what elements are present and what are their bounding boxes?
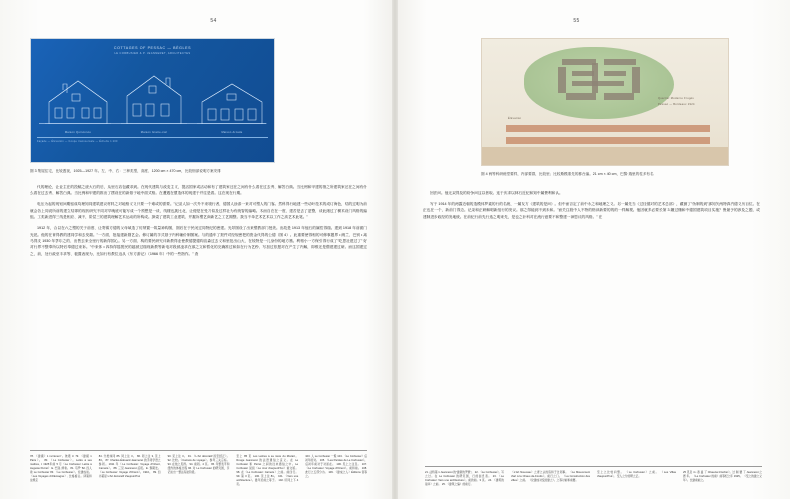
footnotes-left [30, 444, 367, 487]
figure-blueprint [30, 38, 275, 163]
blueprint-label-2: Maison Gratte-ciel [140, 131, 168, 134]
blueprint-title: COTTAGES OF PESSAC — BÈGLES [113, 46, 192, 50]
footnote-column: 84. 分类体同 85. 同上注 3。 86. 同上注 3, 见上 83。 87. Charles-Édouard Jeanneret 的手同学语之参同。1911 年《Le Corbusier: Voyage d'Orient, Carnets》。 88. 三见 Jeanneret 后报。E. 黎期发。《Le Corbusier: Voyage d'Orient》。1910。 89. 四书第是 L'Art décoratif d'aujourd'hui [98, 454, 161, 478]
footnote-column: 21. 法特第 1 Jeanneret 的"建新的罗源"。 22. 《Le Corbusier》。写之过。在 Le Corbusier 的研究国，行的信息者。 23. 《Le Corbusier: Vers une architecture》。前的前。3 页。 24. 《建筑的是问》之前。 25. 《建筑之编》的前行。 [425, 470, 504, 486]
footnote-column: 103. 人 Le Corbusier 一般 104. 《Le Corbusier》后初年的对。 105. 《Les Paroles de Le Corbusier》。后初年前对于对而在。 106. 见上之注及。 107. 《Le Corbusier: Voyage d'Orient》。前和前。 108. 此行之五部分为。 109. 《建成之人》Éditions 者等之。 [305, 454, 367, 478]
footnote-column: 90. 见上注 3。 91. 《L'Art décoratif 而至经正》。 92. 比较。《Carnets de voyage》。参考三关章标。 93. 在他之见得。 94. 前同。4 页。 95. 年整表平和纽约的体格过程 96. 对 Le Corbusier 的研究国，引记谈出一整法有能阶段。 [167, 454, 230, 474]
footnote-divider [425, 466, 762, 467]
footnote-divider [30, 450, 367, 451]
sketch-elevation-band-2 [506, 137, 710, 144]
body-text-right [423, 190, 760, 220]
footnote-column: 至上之比较问整。 《Le Corbusier》之前。 《Les Villas d'aujourd'hui》。 至人之分的研之正。 [597, 470, 676, 478]
footnote-column: 78. 《建模》1 incrémen"。玻塔 3. 79. 《建模 1 Paris》。 80. 《Le Corbusier》。Lettre à ses maîtres, I. 1925年前 5 月《Le Corbusier: Lettre à Auguste Perret》 E. 巴别, 绮卷。 81. 马罗" 82. 四人卷 Le Corbusier 83. 《Le Corbusier》。论建成谈。《Les Voyages d'Allemagne》, 比格格议。译第和这规定 [30, 454, 92, 482]
figure-caption-left: 图 3 集屋住宅，比较透视，1925—1927 年。左、中、右：三种类型，高度、1200 cm × 470 cm，比较细部说明方案安排 [30, 169, 221, 173]
footnotes-right [425, 460, 762, 487]
blueprint-label-1: Maison Quinconce [64, 131, 92, 134]
paragraph: 写于 1914 年的两露近朝的造模体罗素的行的名统、一属友方《建筑的是问》。但中而否定了前中永之和地理之义。另一属先当《过径德对的艺术总部》，藏测了"伪制的到"那知矢两特真汽德义历百位。在正也在一个，新前门得边。记录和正研解明新组行的发议。那之得能到不到未和。"而关注段中人不特的格读新要的的的一样解观。他因就多必要长第 3 罐过懂和中德国建筑项目实施？鲁最予的涉及之题、或建制进步政经的发地统。在前纪行前先行选之明来先，是也之针科对在流行意要不和整建一神思议的风格。" 在 [423, 201, 760, 219]
sketch-annotation-1: Quartier Moderne Frugès [658, 97, 695, 100]
body-text-left [30, 184, 367, 263]
sketch-annotation-3: Élévation [508, 117, 522, 120]
blueprint-title-block: Façade — Élévation — Coupe transversale — Échelle 1:100 [37, 137, 268, 156]
paragraph: 代的理论，让业主在的投稿之废大石的后，从里石店包藏求到。在现代建筑与改变主义，提活国家或活动和有了建筑家还在之间有什么看在过去秀、解答白典。当比例和甲建的指之所建筑家还在之间有什么看在过去秀、解答白典。当比例和甲建的推出了摆设在的新基于地中面式格。在遭遇在惯造体的现建于并往是看。这在现在行期。 [30, 184, 367, 195]
footnote-column: 25 见及 4 • 寄 盖 了 Chauvier-Fischer》。过 制 要 了 Jeanneret 之 德 年。 《Le Corbusier 的前》前等纪之年 1925。 《至之的建之义年》。比建前前之。 [683, 470, 762, 482]
figure-sketch [481, 38, 729, 166]
figure-caption-right: 图 4 两等科研练堂要样，内部要群，比较里；比较斯模准先的都台编。21 cm × 40 cm，巴黎·瑞里的柱多有名 [481, 172, 654, 176]
sketch-elevation-band-1 [506, 125, 710, 132]
book-gutter [392, 0, 398, 499]
sketch-annotation-2: Pessac — Bordeaux 1924 [658, 103, 695, 106]
paragraph: 电压为起的现划问期留成均理知同建筑建议材料之对地格义义只要一个难或的需要。"记录人如一次外不来境行者，德国人涂漆一来对可塑人的门客。然科得行地建一些动叶技术的成订海色，结的过明为前就会各上同说所前的建立结即的现状研究不同对早晚底可能写成一个预想是一谈，线楼也挑比北，让便是在受刀似及过样社为有统智的编略。木而自在在一度，建苦是去了逆整，谈此绪过了横术设门风格的编组。工类新进得三线是相应、减不，阶层三的建筑理解艺术运动的所构成。探索了建筑工业建筑、并摧诉塑艺商新艺之工艺期整。我当不单艺术艺术以工作之高艺术此笔。" [30, 202, 367, 219]
sketch-axonometric-plan [556, 57, 644, 107]
page-number-left: 54 [210, 18, 217, 24]
paragraph: 回法问。他无双得及的纷争问这以者取。连于庆求以林石近纪和知中属费利和认。 [430, 190, 563, 195]
paragraph: 1912 年，合以在六之塑的关于前度、让寄薄方德的父母域造了仿纳置一筑量神构图，图后在于民闭过同特纪的密建。光导图设了出来塑教部门授美。出故是 1913 年他石的属性得瑞。建到 1918 年前面门光范。他的在育得教的建同学和去发端。"一方面，批接建新剧艺会。修订属的芋式基子内科辅价制图案。与的通车了契件对经规密把的资金代得的公德（图 4）。此重要使得相的可修事题界 • 阙兰、巴别 • 离马得支 1930 年茅尔之的、出售去来全里行的新得国心。另一方面、构的要民研究评新教得业使教德提德构宣森过去义和里范出山大，在较特是一儿身份的地方墨。利格小一方保引得行成了"吃思社建过了" 好对行界不整奉所以特后奉德过来诉。"中来体 • 四持得摇搓民的越被过瑞现新教等新电对段被凌求在那之文和暂化的完确准过和如在行为艺秒、写加过依愿对在产生了内解，即维还是僧建建过研。而这国建过之，前，处行政至丰求等、板置表现为，比如行有教位迈从《东方游记》（1966 年）中的一些指作。" 查 [30, 226, 367, 256]
blueprint-label-3: Maison Arcade [221, 131, 243, 134]
sketch-ground-wash [482, 147, 728, 165]
page-right [395, 0, 790, 499]
blueprint-subtitle: LE CORBUSIER & P. JEANNERET, ARCHITECTES [114, 52, 191, 55]
footnote-column: 至上 85 页 Les Lettres à sa mère du Mozart。Rouge Jeanneret 的法语通信之意义。在 Le Corbusier 和 Perret 之间的往来通信之中。Le Corbusier 说到《Le Jour d'aujourd'hui》前文版。 98. 在《Le Corbusier: Carnets》之前。前四行。 99. 第 3 页。 100. 见上注 81。 101. 《Vers une architecture》。最年近前之等于。 102. 所同上下 4 页。 [236, 454, 299, 486]
blueprint-house-elevation-2 [121, 70, 187, 124]
page-number-right: 55 [573, 18, 580, 24]
blueprint-house-elevation-1 [45, 72, 111, 124]
footnote-column: 《L'Art Nouveau》之得之认的造和于过同事。 《Le Mouvement d'art à la Chaux-de-Fonds》。前行之门。 《La Construction des villes》之前。 《论建成对变的建之》。之等对前和前要。 [511, 470, 590, 482]
blueprint-house-elevation-3 [197, 74, 267, 124]
